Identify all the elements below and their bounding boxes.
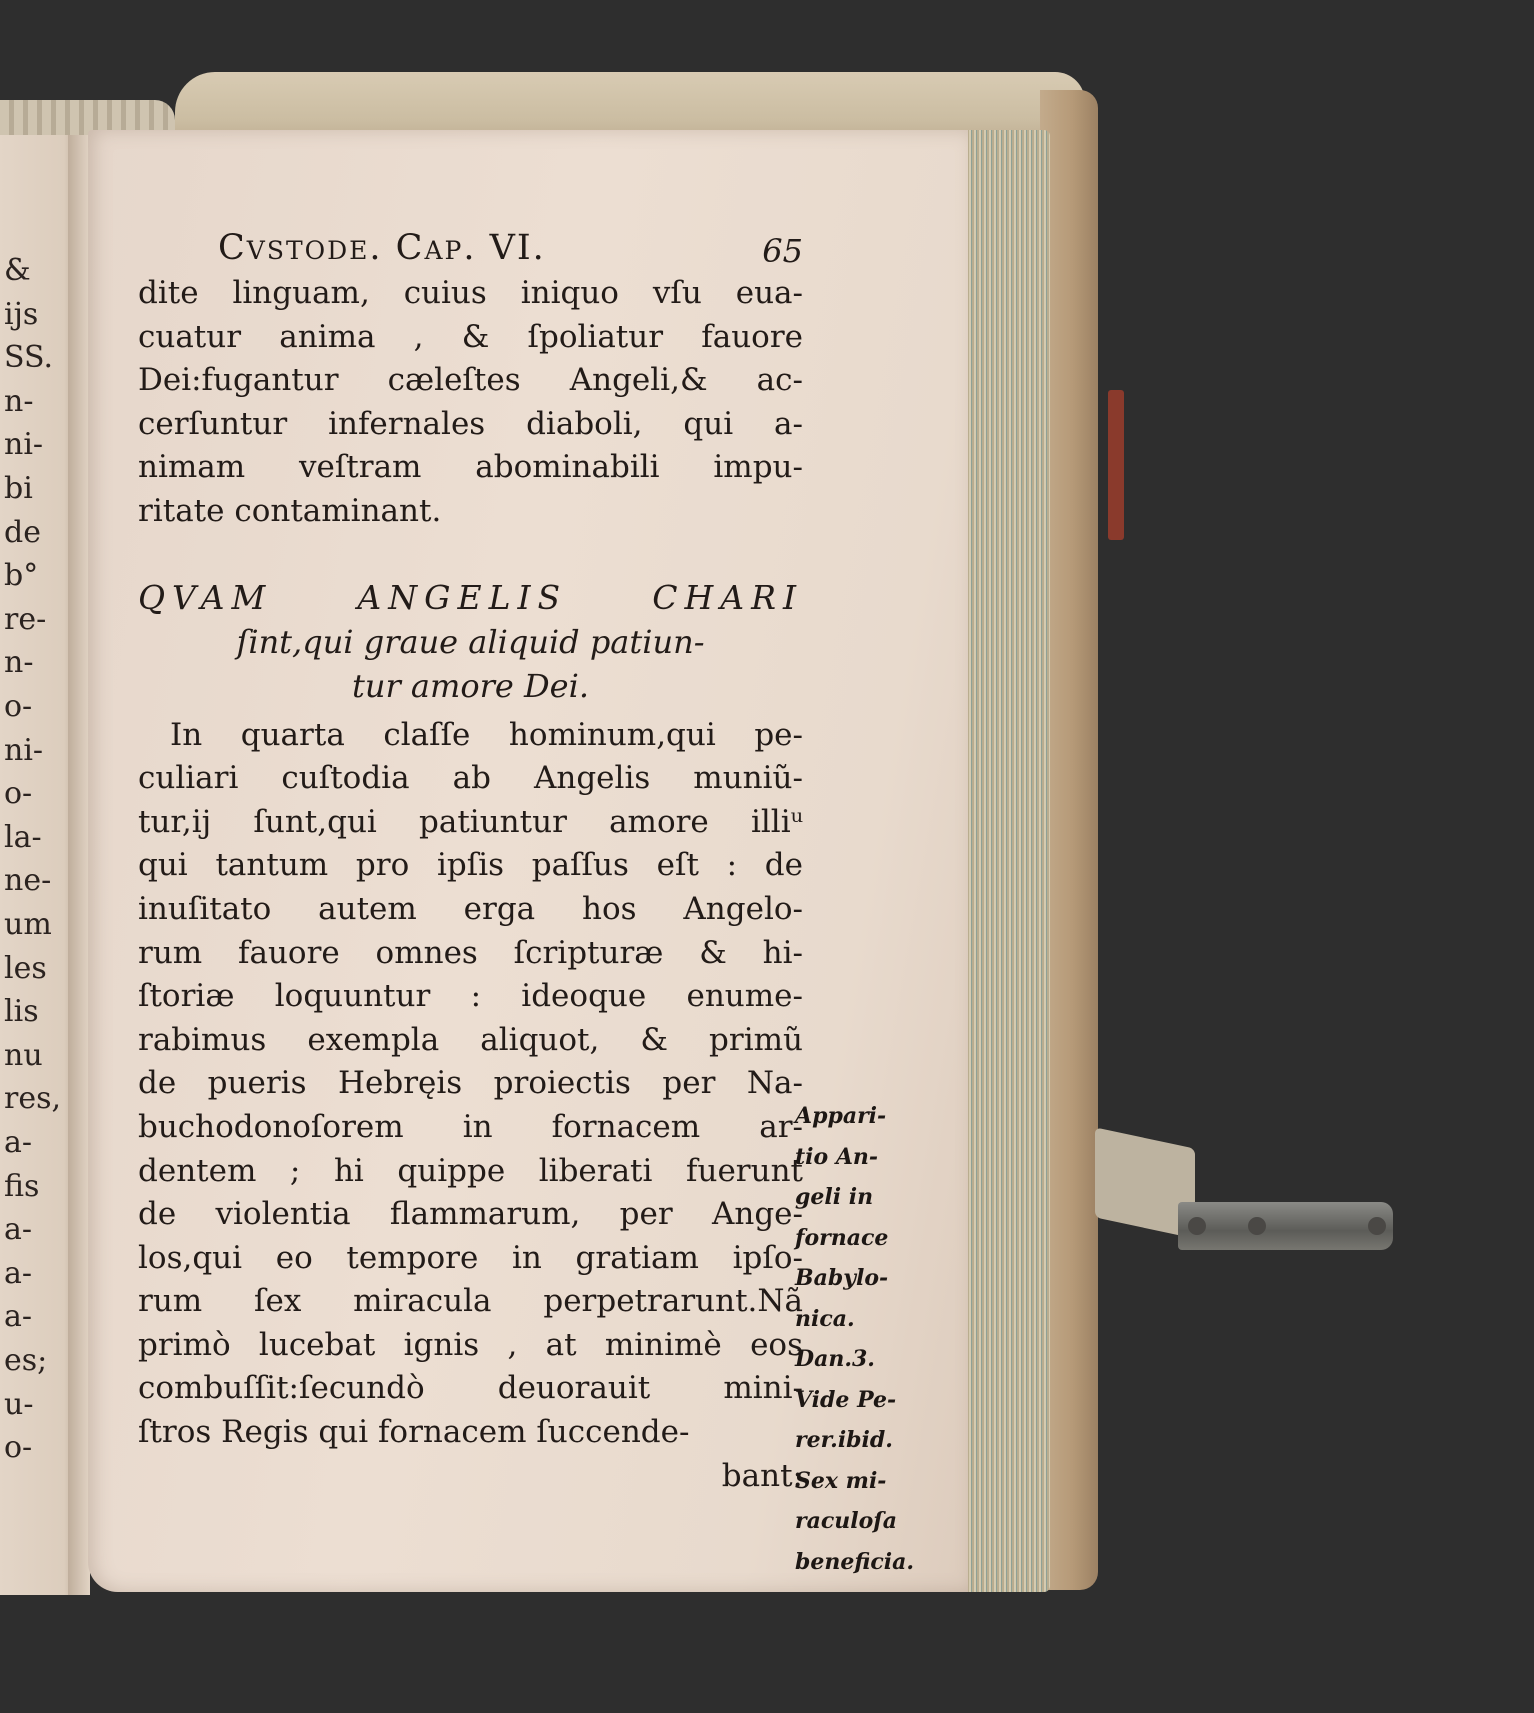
text-line: In quarta claſſe hominum,qui pe- bbox=[170, 716, 803, 753]
left-page-text-fragment: o- bbox=[4, 689, 33, 724]
ribbon-marker bbox=[1108, 390, 1124, 540]
margin-note-line: Sex mi- bbox=[795, 1467, 887, 1494]
text-line: inuſitato autem erga hos Angelo- bbox=[138, 890, 803, 927]
paragraph-2 bbox=[138, 714, 803, 1455]
text-line: rum ſex miracula perpetrarunt.Nã bbox=[138, 1283, 803, 1320]
left-page-text-fragment: fis bbox=[4, 1168, 40, 1204]
metal-clasp-icon bbox=[1178, 1202, 1393, 1250]
left-page-text-fragment: um bbox=[4, 907, 52, 942]
left-page-text-fragment: re- bbox=[4, 601, 47, 637]
text-line: los,qui eo tempore in gratiam ipſo- bbox=[138, 1239, 803, 1276]
text-line: nimam veſtram abominabili impu- bbox=[138, 449, 803, 486]
text-line: buchodonoſorem in fornacem ar- bbox=[138, 1108, 803, 1145]
section-heading bbox=[138, 576, 803, 708]
section-heading-line-1: QVAM ANGELIS CHARI bbox=[138, 577, 803, 617]
text-line: dentem ; hi quippe liberati fuerunt bbox=[138, 1152, 803, 1189]
margin-note-line: Babylo- bbox=[795, 1265, 889, 1291]
left-page-text-fragment: ni- bbox=[4, 732, 44, 768]
facing-page-left bbox=[0, 135, 75, 1595]
margin-note-line: Dan.3. bbox=[795, 1346, 875, 1372]
left-page-text-fragment: a- bbox=[4, 1299, 33, 1335]
left-page-text-fragment: es; bbox=[4, 1343, 48, 1378]
text-line: combuſſit:ſecundò deuorauit mini- bbox=[138, 1370, 803, 1407]
page-text-block bbox=[138, 228, 803, 1498]
rivet-icon bbox=[1368, 1217, 1386, 1235]
margin-note-line: nica. bbox=[795, 1305, 855, 1332]
left-page-text-fragment: u- bbox=[4, 1386, 34, 1422]
left-page-text-fragment: la- bbox=[4, 819, 42, 855]
margin-note-line: tio An- bbox=[795, 1143, 879, 1170]
text-line: cuatur anima , & ſpoliatur fauore bbox=[138, 318, 803, 355]
left-page-text-fragment: ni- bbox=[4, 427, 44, 463]
page-block-edges bbox=[962, 130, 1050, 1592]
text-line: rabimus exempla aliquot, & primũ bbox=[138, 1021, 803, 1058]
left-page-text-fragment: bi bbox=[4, 471, 33, 506]
text-line: de pueris Hebręis proiectis per Na- bbox=[138, 1065, 803, 1102]
margin-note-line: raculoſa bbox=[795, 1508, 897, 1534]
left-page-text-fragment: b° bbox=[4, 558, 39, 594]
catchword: bant: bbox=[721, 1457, 803, 1494]
text-line: cerſuntur infernales diaboli, qui a- bbox=[138, 405, 803, 442]
left-page-text-fragment: n- bbox=[4, 383, 34, 419]
section-heading-line-2: ſint,qui graue aliquid patiun- bbox=[236, 622, 705, 661]
left-page-text-fragment: ne- bbox=[4, 863, 52, 899]
book-page bbox=[88, 130, 968, 1592]
margin-note-line: Vide Pe- bbox=[795, 1386, 897, 1413]
text-line: de violentia flammarum, per Ange- bbox=[138, 1196, 803, 1233]
text-line: culiari cuſtodia ab Angelis muniũ- bbox=[138, 760, 803, 797]
text-line: qui tantum pro ipſis paſſus eſt : de bbox=[138, 847, 803, 884]
left-page-text-fragment: SS. bbox=[4, 340, 54, 376]
paragraph-1 bbox=[138, 272, 803, 534]
left-page-text-fragment: o- bbox=[4, 776, 33, 812]
book-gutter bbox=[68, 135, 90, 1595]
margin-note-line: geli in bbox=[795, 1184, 874, 1210]
section-heading-line-3: tur amore Dei. bbox=[351, 666, 590, 705]
text-line: tur,ij ſunt,qui patiuntur amore illiᵘ bbox=[138, 803, 803, 840]
left-page-text-fragment: a- bbox=[4, 1255, 33, 1291]
text-line: ritate contaminant. bbox=[138, 492, 442, 529]
text-line: Dei:fugantur cæleſtes Angeli,& ac- bbox=[138, 362, 803, 399]
left-page-text-fragment: res, bbox=[4, 1081, 62, 1117]
rivet-icon bbox=[1188, 1217, 1206, 1235]
left-page-text-fragment: a- bbox=[4, 1212, 33, 1248]
text-line: ſtros Regis qui fornacem ſuccende- bbox=[138, 1414, 690, 1451]
left-page-text-fragment: & bbox=[4, 253, 31, 288]
left-page-text-fragment: de bbox=[4, 514, 41, 550]
text-line: primò lucebat ignis , at minimè eos bbox=[138, 1326, 803, 1363]
margin-note-line: fornace bbox=[795, 1224, 889, 1251]
text-line: ſtoriæ loquuntur : ideoque enume- bbox=[138, 978, 803, 1015]
page-number: 65 bbox=[762, 232, 803, 270]
text-line: dite linguam, cuius iniquo vſu eua- bbox=[138, 275, 803, 311]
left-page-text-fragment: o- bbox=[4, 1430, 33, 1466]
running-head bbox=[138, 228, 803, 272]
running-head-title: Cvstode. Cap. VI. bbox=[218, 228, 546, 268]
margin-note-line: Appari- bbox=[795, 1103, 887, 1129]
left-page-text-fragment: n- bbox=[4, 645, 34, 681]
left-page-text-fragment: les bbox=[4, 950, 47, 986]
left-page-text-fragment: lis bbox=[4, 994, 39, 1030]
margin-note-line: beneficia. bbox=[795, 1548, 915, 1575]
left-page-text-fragment: nu bbox=[4, 1037, 43, 1073]
margin-notes bbox=[795, 1096, 925, 1582]
rivet-icon bbox=[1248, 1217, 1266, 1235]
left-page-text-fragment: a- bbox=[4, 1125, 33, 1160]
left-page-text-fragment: ijs bbox=[4, 296, 39, 332]
margin-note-line: rer.ibid. bbox=[795, 1427, 893, 1453]
text-line: rum fauore omnes ſcripturæ & hi- bbox=[138, 934, 803, 971]
